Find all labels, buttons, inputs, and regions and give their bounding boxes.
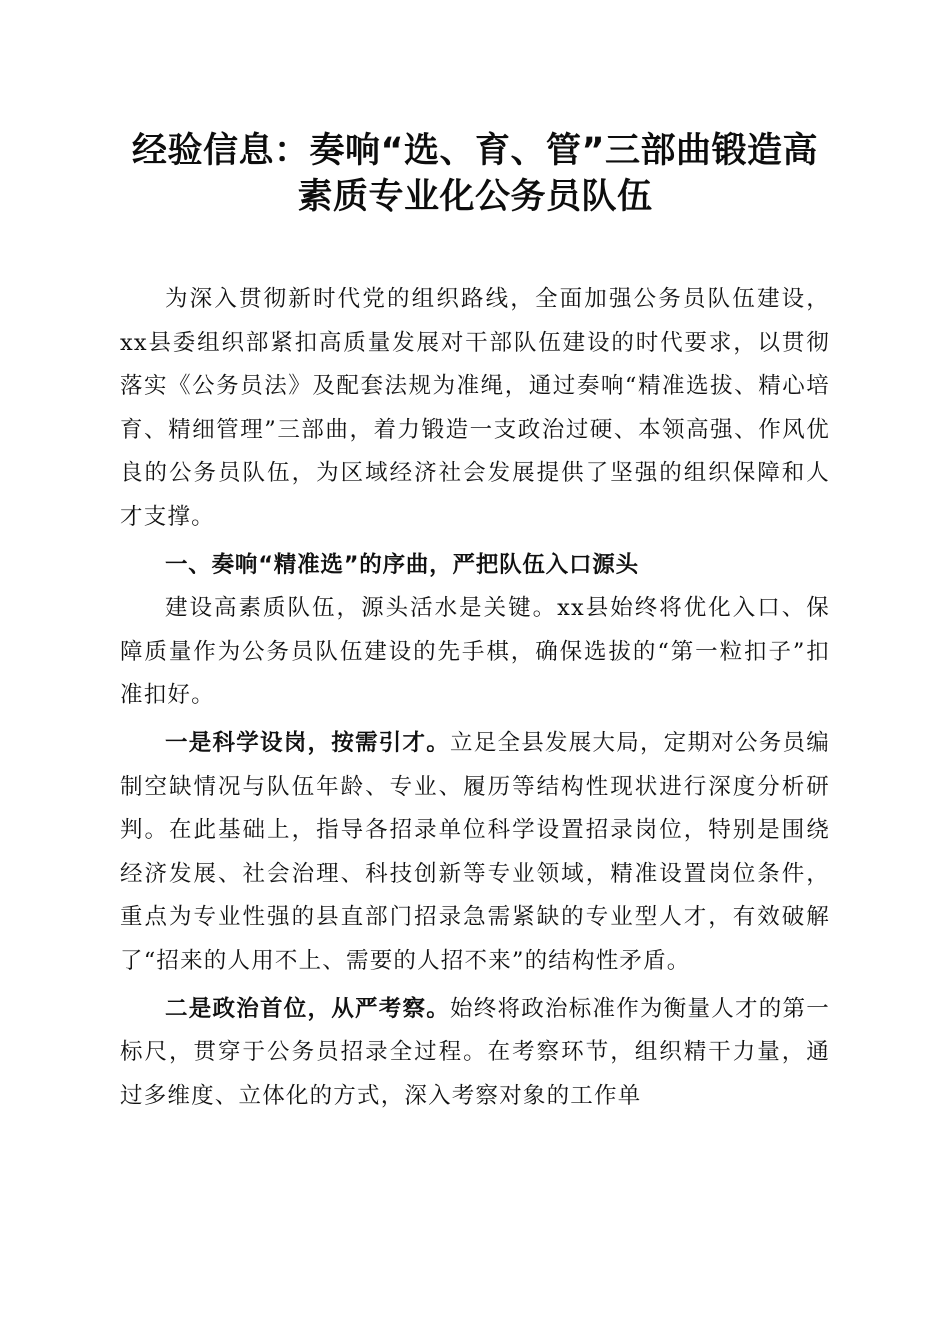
section-heading-1: 一、奏响“精准选”的序曲，严把队伍入口源头 bbox=[165, 551, 639, 578]
point-1-paragraph bbox=[120, 722, 830, 984]
point-2-text: 始终将政治标准作为衡量人才的第一标尺，贯穿于公务员招录全过程。在考察环节，组织精干力量，通过多维度、立体化的方式，深入考察对象的工作单 bbox=[120, 995, 831, 1109]
point-1-lead: 一是科学设岗，按需引才。 bbox=[165, 729, 451, 756]
title-line-1: 经验信息：奏响“选、育、管”三部曲锻造高 bbox=[131, 131, 818, 171]
section-1-intro-paragraph: 建设高素质队伍，源头活水是关键。xx县始终将优化入口、保障质量作为公务员队伍建设的先手棋，确保选拔的“第一粒扣子”扣准扣好。 bbox=[120, 595, 830, 709]
point-2-lead: 二是政治首位，从严考察。 bbox=[165, 995, 451, 1022]
document-title bbox=[110, 128, 840, 220]
intro-paragraph: 为深入贯彻新时代党的组织路线，全面加强公务员队伍建设，xx县委组织部紧扣高质量发展对干部队伍建设的时代要求，以贯彻落实《公务员法》及配套法规为准绳，通过奏响“精准选拔、精心培育、精细管理”三部曲，着力锻造一支政治过硬、本领高强、作风优良的公务员队伍，为区域经济社会发展提供了坚强的组织保障和人才支撑。 bbox=[120, 286, 830, 530]
title-line-2: 素质专业化公务员队伍 bbox=[297, 177, 653, 217]
document-body bbox=[120, 278, 830, 1118]
point-1-text: 立足全县发展大局，定期对公务员编制空缺情况与队伍年龄、专业、履历等结构性现状进行深度分析研判。在此基础上，指导各招录单位科学设置招录岗位，特别是围绕经济发展、社会治理、科技创新等专业领域，精准设置岗位条件，重点为专业性强的县直部门招录急需紧缺的专业型人才，有效破解了“招来的人用不上、需要的人招不来”的结构性矛盾。 bbox=[120, 729, 831, 974]
point-2-paragraph bbox=[120, 988, 830, 1119]
